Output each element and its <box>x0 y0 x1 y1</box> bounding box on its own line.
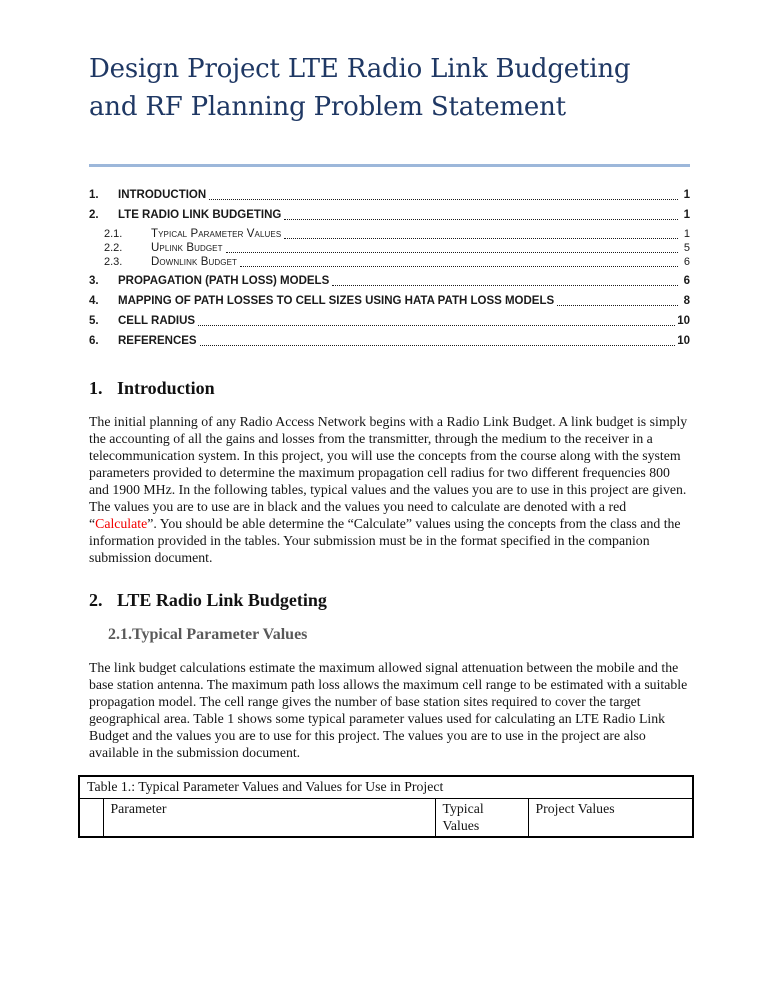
section-1-number: 1. <box>89 378 103 398</box>
table-1-caption: Table 1.: Typical Parameter Values and Values for Use in Project <box>79 776 693 799</box>
toc-entry-number: 2. <box>89 209 99 221</box>
table-1-caption-row <box>79 776 693 799</box>
toc-entry-number: 2.1. <box>104 228 123 240</box>
toc-entry-number: 2.3. <box>104 256 123 268</box>
toc-entry-uplink-budget[interactable] <box>89 242 690 255</box>
toc-entry-number: 4. <box>89 295 99 307</box>
section-2-1-subheading <box>108 626 690 644</box>
toc-entry-cell-radius[interactable] <box>89 314 690 328</box>
toc-page-number: 5 <box>683 242 690 254</box>
section-2-1-title: Typical Parameter Values <box>132 626 308 643</box>
toc-page-number: 1 <box>683 209 690 221</box>
table-1-header-cell-typical-values: Typical Values <box>435 799 528 838</box>
table-1-header-cell-empty <box>79 799 103 838</box>
toc-entry-number: 2.2. <box>104 242 123 254</box>
document-title-line-2: and RF Planning Problem Statement <box>89 92 566 122</box>
toc-leader-dots <box>209 199 678 200</box>
toc-entry-label: PROPAGATION (PATH LOSS) MODELS <box>118 275 330 287</box>
toc-entry-label: REFERENCES <box>118 335 197 347</box>
toc-entry-number: 6. <box>89 335 99 347</box>
toc-leader-dots <box>240 266 678 267</box>
section-1-heading <box>89 378 690 398</box>
toc-leader-dots <box>557 305 678 306</box>
toc-entry-number: 5. <box>89 315 99 327</box>
toc-page-number: 6 <box>683 256 690 268</box>
introduction-paragraph <box>89 413 690 566</box>
section-2-number: 2. <box>89 590 103 610</box>
table-of-contents <box>89 188 690 348</box>
table-1-header-cell-parameter: Parameter <box>103 799 435 838</box>
toc-entry-number: 1. <box>89 189 99 201</box>
table-1-header-cell-project-values: Project Values <box>528 799 693 838</box>
parameter-values-paragraph: The link budget calculations estimate the maximum allowed signal attenuation between the mobile and the base station antenna. The maximum path loss allows the maximum cell range to be estimated with a suitable propagation model. The cell range gives the number of base station sites required to cover the target geographical area. Table 1 shows some typical parameter values used for calculating an LTE Radio Link Budget and the values you are to use for this project. The values you are to use in the project are also available in the submission document. <box>89 660 688 760</box>
toc-entry-label: Downlink Budget <box>151 256 238 268</box>
toc-entry-label: LTE RADIO LINK BUDGETING <box>118 209 282 221</box>
toc-entry-label: MAPPING OF PATH LOSSES TO CELL SIZES USING HATA PATH LOSS MODELS <box>118 295 555 307</box>
calculate-red-text: Calculate <box>95 516 148 531</box>
toc-page-number: 8 <box>683 295 690 307</box>
toc-entry-mapping-path-losses[interactable] <box>89 294 690 308</box>
toc-leader-dots <box>198 325 675 326</box>
introduction-text-after-red: ”. You should be able determine the “Calculate” values using the concepts from the class and the information provided in the tables. Your submission must be in the format specified in the companion submission document. <box>89 516 681 565</box>
toc-entry-references[interactable] <box>89 334 690 348</box>
toc-entry-label: CELL RADIUS <box>118 315 196 327</box>
section-1-title: Introduction <box>117 378 215 398</box>
toc-entry-label: INTRODUCTION <box>118 189 207 201</box>
toc-page-number: 10 <box>677 335 690 347</box>
table-1 <box>78 775 694 838</box>
table-1-header-row <box>79 799 693 838</box>
toc-entry-propagation-models[interactable] <box>89 274 690 288</box>
toc-leader-dots <box>284 219 678 220</box>
toc-page-number: 1 <box>683 189 690 201</box>
toc-entry-lte-radio-link-budgeting[interactable] <box>89 208 690 222</box>
toc-page-number: 6 <box>683 275 690 287</box>
document-title <box>89 50 690 126</box>
toc-entry-downlink-budget[interactable] <box>89 256 690 269</box>
introduction-text-before-red: The initial planning of any Radio Access Network begins with a Radio Link Budget. A link budget is simply the accounting of all the gains and losses from the transmitter, through the medium to the receiver in a telecommunication system. In this project, you will use the concepts from the course along with the system parameters provided to determine the maximum propagation cell radius for two different frequencies 800 and 1900 MHz. In the following tables, typical values and the values you are to use in this project are given. The values you are to use are in black and the values you need to calculate are denoted with a red “ <box>89 414 688 531</box>
toc-leader-dots <box>284 238 678 239</box>
toc-entry-introduction[interactable] <box>89 188 690 202</box>
toc-page-number: 1 <box>683 228 690 240</box>
toc-leader-dots <box>200 345 676 346</box>
toc-entry-number: 3. <box>89 275 99 287</box>
toc-leader-dots <box>332 285 678 286</box>
title-divider-rule <box>89 164 690 167</box>
document-title-line-1: Design Project LTE Radio Link Budgeting <box>89 54 631 84</box>
toc-page-number: 10 <box>677 315 690 327</box>
toc-entry-label: Typical Parameter Values <box>151 228 282 240</box>
toc-entry-typical-parameter-values[interactable] <box>89 228 690 241</box>
toc-entry-label: Uplink Budget <box>151 242 223 254</box>
section-2-1-number: 2.1. <box>108 626 132 643</box>
section-2-heading <box>89 590 690 610</box>
section-2-title: LTE Radio Link Budgeting <box>117 590 327 610</box>
toc-leader-dots <box>226 252 678 253</box>
